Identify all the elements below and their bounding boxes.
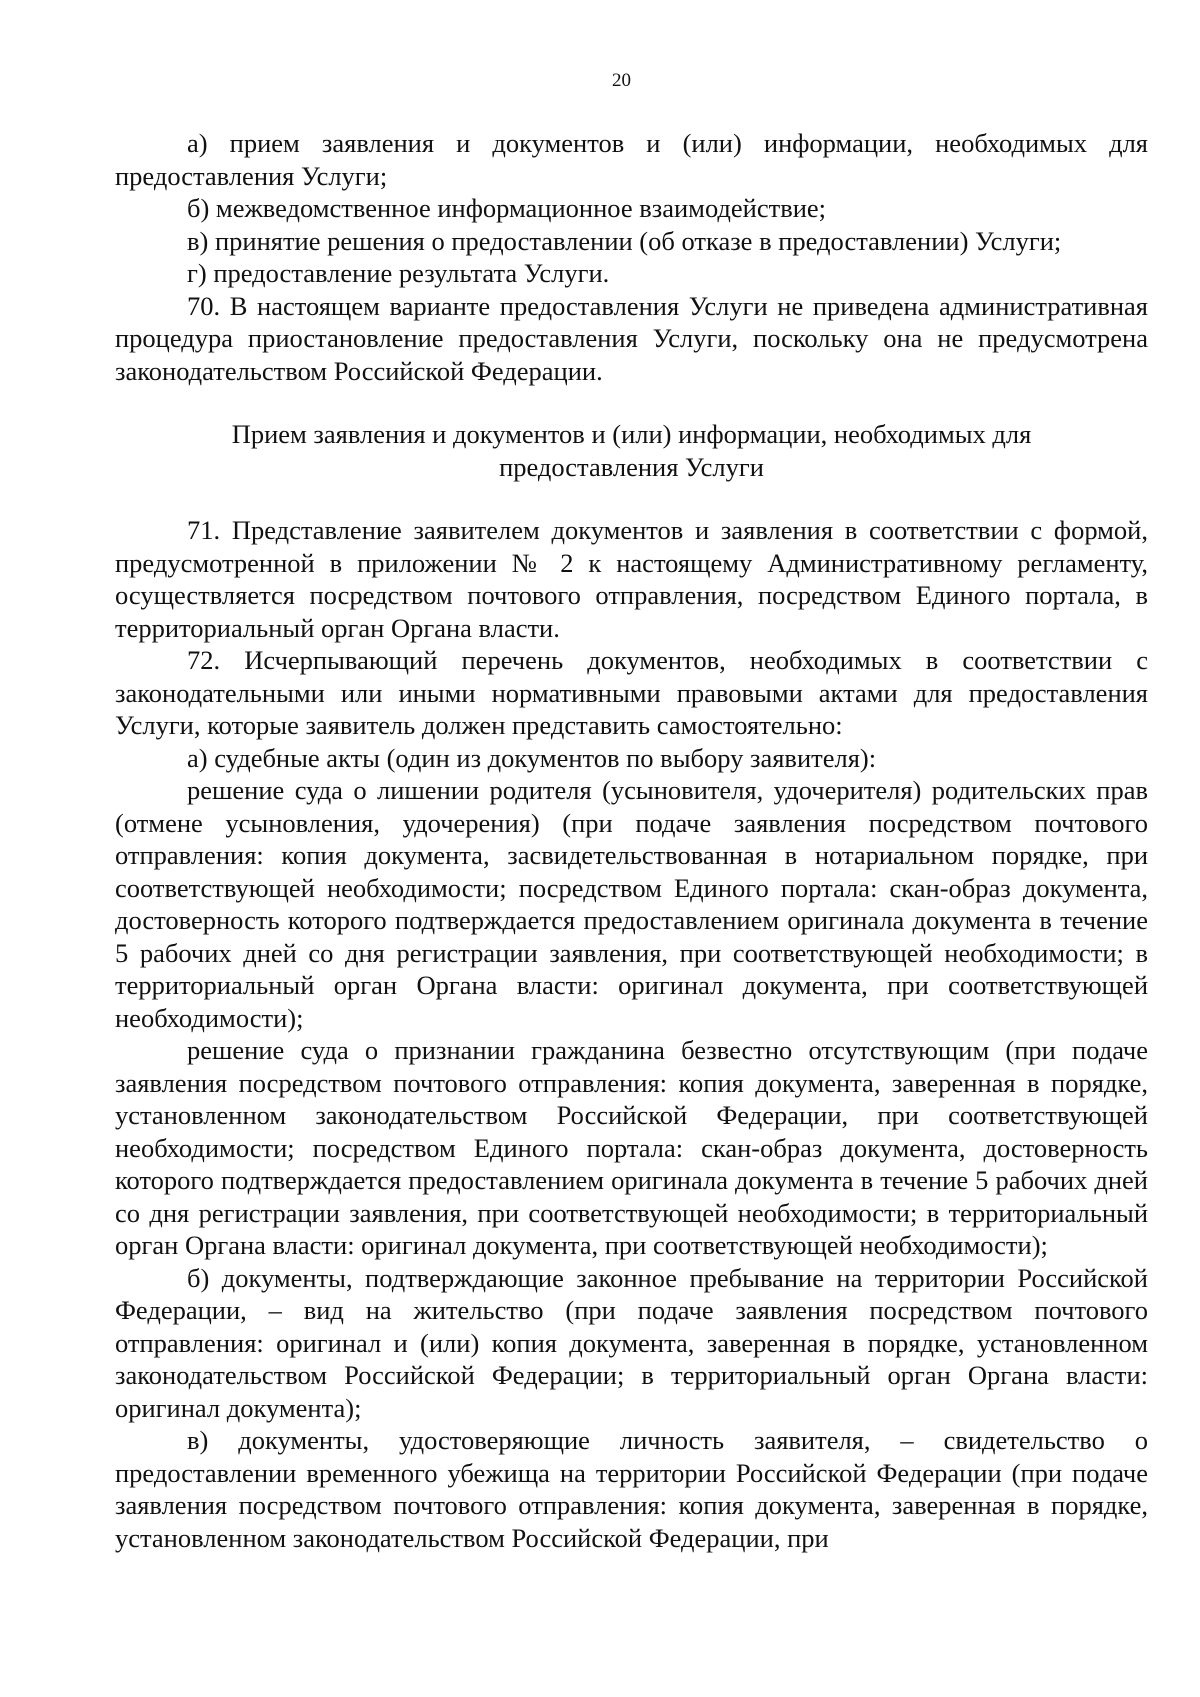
paragraph-71: 71. Представление заявителем документов и заявления в соответствии с формой, предусмотренной в приложении № 2 к настоящему Административному регламенту, осуществляется посредством почтового отправления, посредством Единого портала, в территориальный орган Органа власти. (115, 515, 1148, 643)
page-number: 20 (612, 70, 631, 91)
paragraph-court-decision-missing-person: решение суда о признании гражданина безвестно отсутствующим (при подаче заявления посредством почтового отправления: копия документа, заверенная в порядке, установленном законодательством Российской Федерации, при соответствующей необходимости; посредством Единого портала: скан-образ документа, достоверность которого подтверждается предоставлением оригинала документа в течение 5 рабочих дней со дня регистрации заявления, при соответствующей необходимости; в территориальный орган Органа власти: оригинал документа, при соответствующей необходимости); (115, 1035, 1148, 1260)
list-item-g: г) предоставление результата Услуги. (187, 258, 610, 288)
section-heading-line-1: Прием заявления и документов и (или) информации, необходимых для (231, 419, 1032, 449)
paragraph-court-decision-parental-rights: решение суда о лишении родителя (усыновителя, удочерителя) родительских прав (отмене усыновления, удочерения) (при подаче заявления посредством почтового отправления: копия документа, засвидетельствованная в нотариальном порядке, при соответствующей необходимости; посредством Единого портала: скан-образ документа, достоверность которого подтверждается предоставлением оригинала документа в течение 5 рабочих дней со дня регистрации заявления, при соответствующей необходимости; в территориальный орган Органа власти: оригинал документа, при соответствующей необходимости); (115, 775, 1148, 1033)
list-item-a: а) прием заявления и документов и (или) информации, необходимых для предоставления Услуги; (115, 128, 1148, 191)
list-item-court-acts: а) судебные акты (один из документов по выбору заявителя): (187, 742, 877, 773)
list-item-residence-documents: б) документы, подтверждающие законное пребывание на территории Российской Федерации, – вид на жительство (при подаче заявления посредством почтового отправления: оригинал и (или) копия документа, заверенная в порядке, установленном законодательством Российской Федерации; в территориальный орган Органа власти: оригинал документа); (115, 1262, 1148, 1423)
section-heading (115, 418, 1148, 483)
list-item-identity-documents: в) документы, удостоверяющие личность заявителя, – свидетельство о предоставлении временного убежища на территории Российской Федерации (при подаче заявления посредством почтового отправления: копия документа, заверенная в порядке, установленном законодательством Российской Федерации, при (115, 1425, 1148, 1553)
list-item-b: б) межведомственное информационное взаимодействие; (187, 193, 827, 223)
section-heading-line-2: предоставления Услуги (499, 451, 764, 482)
paragraph-72: 72. Исчерпывающий перечень документов, необходимых в соответствии с законодательными или иными нормативными правовыми актами для предоставления Услуги, которые заявитель должен представить самостоятельно: (115, 645, 1148, 740)
paragraph-70: 70. В настоящем варианте предоставления Услуги не приведена административная процедура приостановление предоставления Услуги, поскольку она не предусмотрена законодательством Российской Федерации. (115, 290, 1148, 386)
list-item-v: в) принятие решения о предоставлении (об отказе в предоставлении) Услуги; (187, 225, 1062, 256)
